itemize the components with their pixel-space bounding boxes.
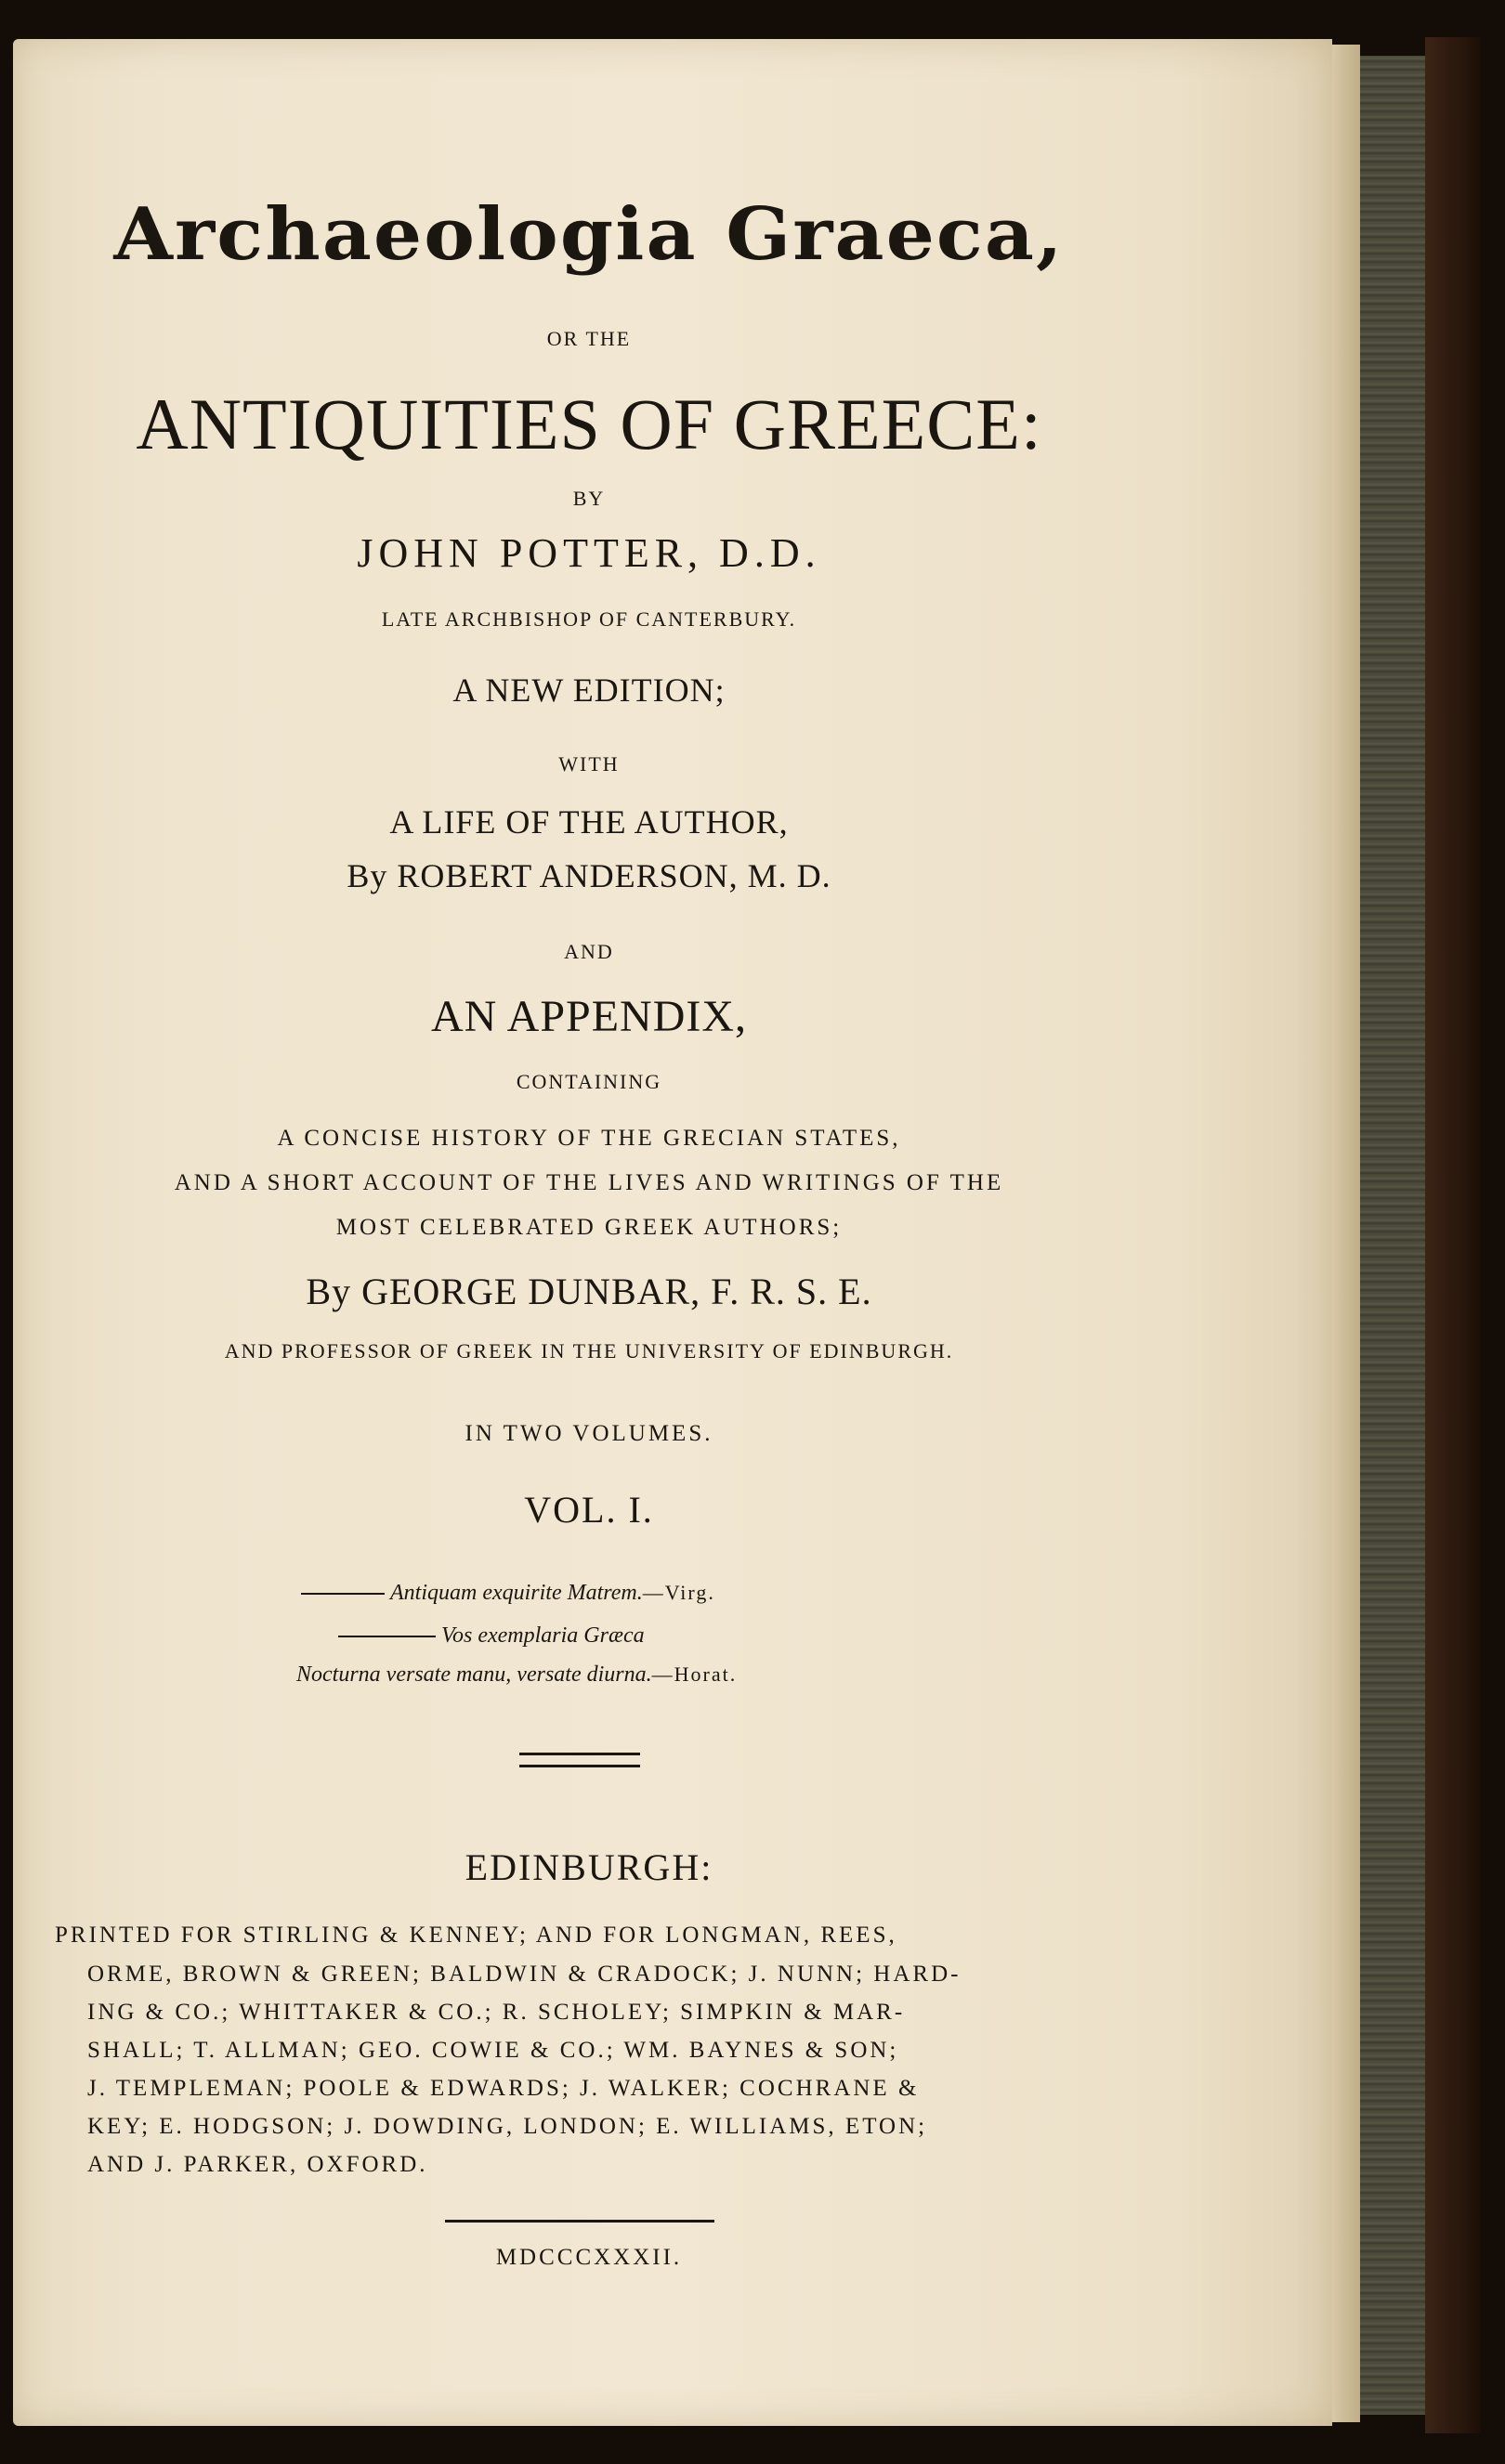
motto-line-2 [338, 1623, 645, 1649]
contents-line-1: A CONCISE HISTORY OF THE GRECIAN STATES, [277, 1126, 901, 1151]
contents-line-2: AND A SHORT ACCOUNT OF THE LIVES AND WRITINGS OF THE [174, 1170, 1004, 1195]
author-name: JOHN POTTER, D.D. [357, 530, 821, 576]
page-gutter-edge [1332, 45, 1360, 2422]
with-label: WITH [558, 752, 620, 776]
imprint-line-5: J. TEMPLEMAN; POOLE & EDWARDS; J. WALKER; COCHRANE & [87, 2076, 920, 2101]
appendix-author: By GEORGE DUNBAR, F. R. S. E. [306, 1271, 872, 1312]
motto-dash [301, 1593, 385, 1595]
main-title: ANTIQUITIES OF GREECE: [136, 384, 1042, 464]
volumes-label: IN TWO VOLUMES. [465, 1421, 713, 1446]
imprint-line-7: AND J. PARKER, OXFORD. [87, 2152, 428, 2177]
volume-number: VOL. I. [524, 1489, 654, 1531]
motto-attribution: —Virg. [642, 1581, 715, 1604]
appendix-title: AN APPENDIX, [430, 992, 748, 1041]
book-cover-edge [1425, 37, 1481, 2433]
by-label: BY [572, 487, 606, 510]
life-of-author: A LIFE OF THE AUTHOR, [389, 803, 789, 841]
motto-dash [338, 1636, 436, 1637]
appendix-author-role: AND PROFESSOR OF GREEK IN THE UNIVERSITY OF EDINBURGH. [224, 1339, 954, 1362]
imprint-line-2: ORME, BROWN & GREEN; BALDWIN & CRADOCK; J. NUNN; HARD- [87, 1962, 962, 1987]
and-label: AND [564, 940, 614, 963]
motto-line-3 [296, 1662, 737, 1688]
imprint-city: EDINBURGH: [465, 1846, 713, 1888]
motto-text: Antiquam exquirite Matrem. [390, 1581, 643, 1605]
page-fore-edge [1360, 56, 1425, 2415]
author-role: LATE ARCHBISHOP OF CANTERBURY. [381, 607, 797, 631]
imprint-line-6: KEY; E. HODGSON; J. DOWDING, LONDON; E. WILLIAMS, ETON; [87, 2114, 928, 2139]
motto-text: Vos exemplaria Græca [441, 1623, 645, 1648]
motto-attribution: —Horat. [651, 1662, 738, 1686]
imprint-line-4: SHALL; T. ALLMAN; GEO. COWIE & CO.; WM. BAYNES & SON; [87, 2038, 899, 2063]
blackletter-title: Archaeologia Graeca, [113, 192, 1065, 277]
containing-label: CONTAINING [516, 1070, 662, 1093]
imprint-line-3: ING & CO.; WHITTAKER & CO.; R. SCHOLEY; SIMPKIN & MAR- [87, 2000, 906, 2025]
imprint-line-1: PRINTED FOR STIRLING & KENNEY; AND FOR LONGMAN, REES, [55, 1923, 897, 1948]
life-by: By ROBERT ANDERSON, M. D. [347, 857, 831, 894]
contents-line-3: MOST CELEBRATED GREEK AUTHORS; [335, 1215, 843, 1240]
single-rule [445, 2220, 714, 2223]
motto-line-1 [301, 1581, 715, 1606]
motto-text: Nocturna versate manu, versate diurna. [296, 1662, 652, 1687]
publication-date: MDCCCXXXII. [495, 2245, 683, 2270]
double-rule [519, 1753, 640, 1767]
edition-label: A NEW EDITION; [452, 671, 726, 709]
or-the-label: OR THE [546, 327, 632, 350]
